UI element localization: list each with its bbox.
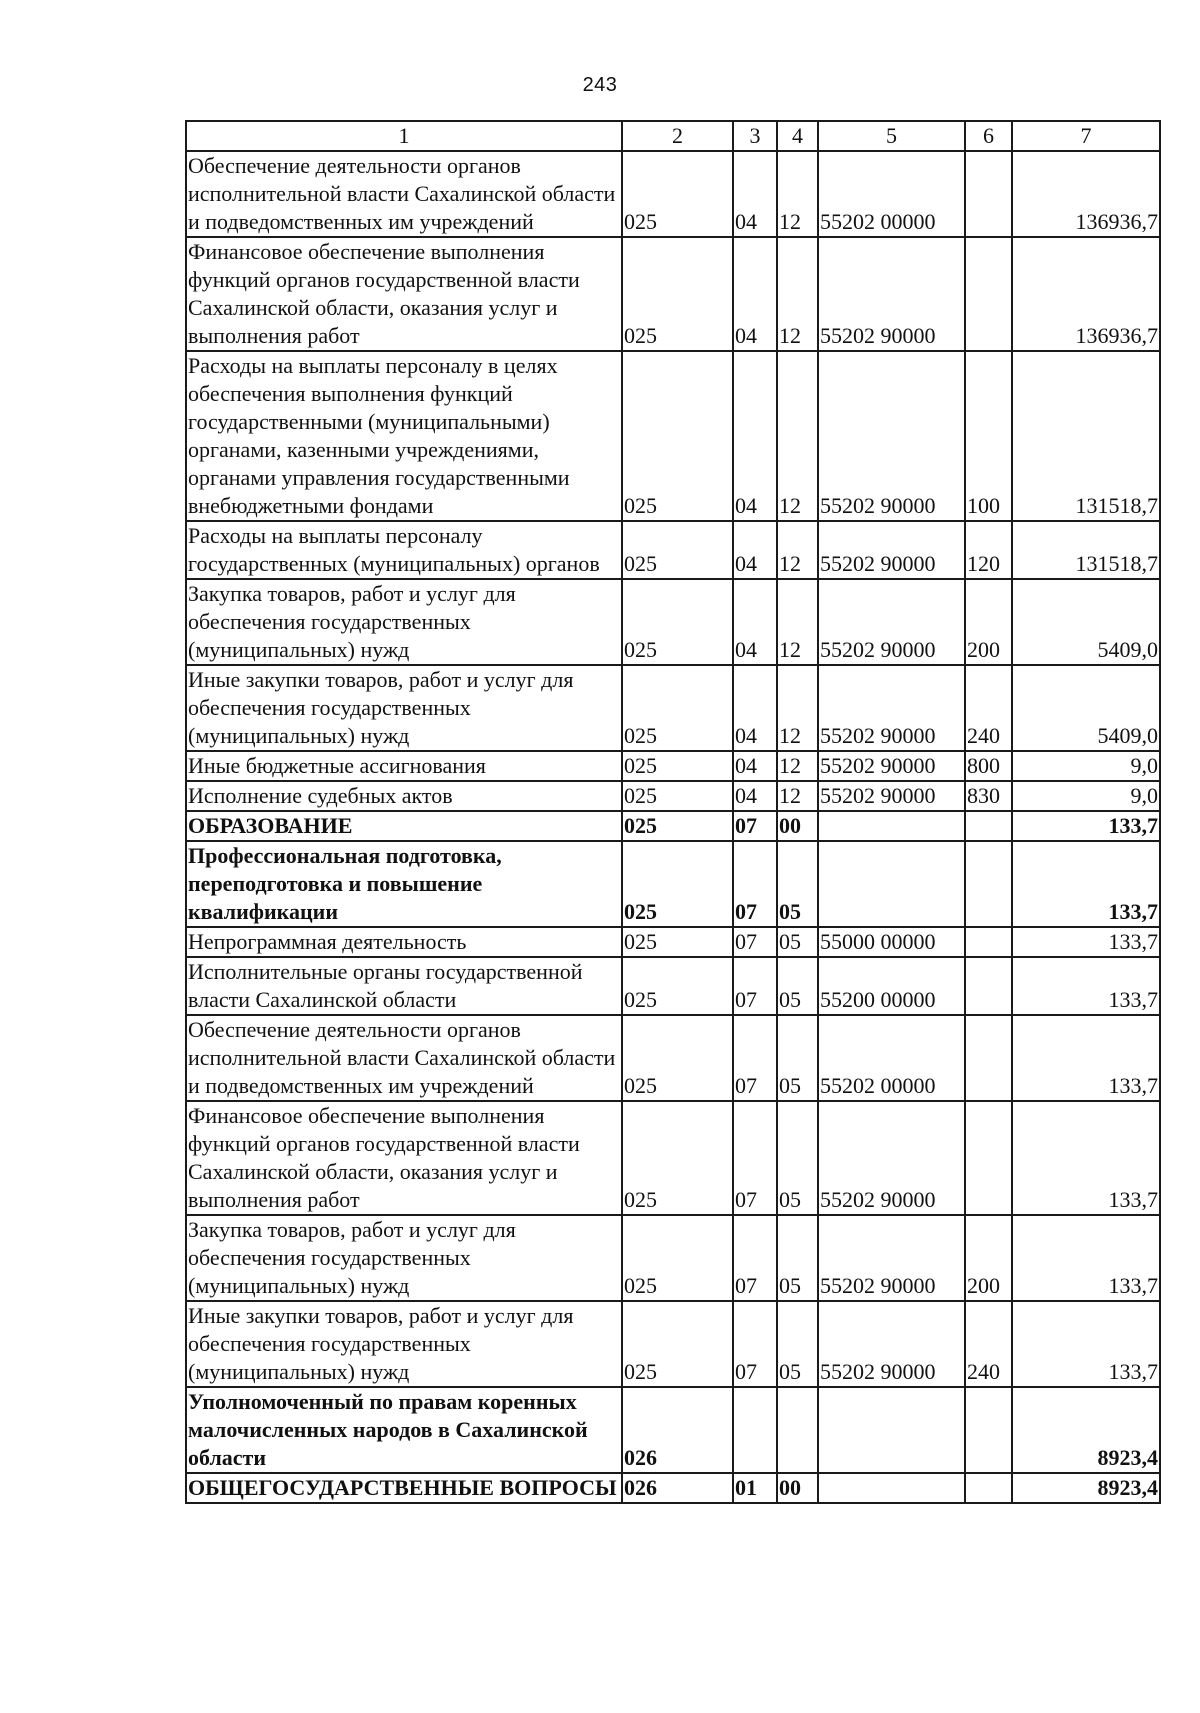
header-cell-4: 4 bbox=[777, 121, 818, 151]
row-amount: 133,7 bbox=[1012, 841, 1160, 927]
page-number: 243 bbox=[582, 74, 618, 96]
row-code-expense-type bbox=[965, 1473, 1012, 1503]
row-code-subsection bbox=[777, 1387, 818, 1473]
table-row bbox=[186, 1473, 1160, 1503]
row-code-expense-type: 120 bbox=[965, 521, 1012, 579]
row-name: Расходы на выплаты персоналу в целях обеспечения выполнения функций государственными (муниципальными) органами, казенными учреждениями, органами управления государственными внебюджетными фондами bbox=[186, 351, 622, 521]
row-amount: 9,0 bbox=[1012, 751, 1160, 781]
header-cell-2: 2 bbox=[622, 121, 733, 151]
row-name: Финансовое обеспечение выполнения функций органов государственной власти Сахалинской области, оказания услуг и выполнения работ bbox=[186, 237, 622, 351]
row-code-admin: 025 bbox=[622, 1301, 733, 1387]
row-code-target: 55202 90000 bbox=[818, 1215, 965, 1301]
row-code-section: 01 bbox=[733, 1473, 777, 1503]
row-code-expense-type bbox=[965, 1015, 1012, 1101]
row-name: ОБЩЕГОСУДАРСТВЕННЫЕ ВОПРОСЫ bbox=[186, 1473, 622, 1503]
row-code-subsection: 00 bbox=[777, 1473, 818, 1503]
row-code-subsection: 12 bbox=[777, 751, 818, 781]
row-code-target bbox=[818, 841, 965, 927]
row-code-subsection: 05 bbox=[777, 1301, 818, 1387]
row-name: Исполнение судебных актов bbox=[186, 781, 622, 811]
header-cell-3: 3 bbox=[733, 121, 777, 151]
row-code-expense-type bbox=[965, 957, 1012, 1015]
row-code-target: 55202 90000 bbox=[818, 1101, 965, 1215]
table-row bbox=[186, 1215, 1160, 1301]
table-row bbox=[186, 927, 1160, 957]
row-amount: 9,0 bbox=[1012, 781, 1160, 811]
row-code-target: 55202 90000 bbox=[818, 237, 965, 351]
row-name: Обеспечение деятельности органов исполнительной власти Сахалинской области и подведомственных им учреждений bbox=[186, 1015, 622, 1101]
row-code-admin: 026 bbox=[622, 1387, 733, 1473]
row-code-section: 04 bbox=[733, 751, 777, 781]
header-cell-1: 1 bbox=[186, 121, 622, 151]
row-code-admin: 025 bbox=[622, 521, 733, 579]
table-row bbox=[186, 1387, 1160, 1473]
row-code-expense-type bbox=[965, 927, 1012, 957]
header-row bbox=[186, 121, 1160, 151]
row-code-admin: 025 bbox=[622, 237, 733, 351]
row-amount: 133,7 bbox=[1012, 927, 1160, 957]
row-code-target bbox=[818, 1473, 965, 1503]
row-code-section: 04 bbox=[733, 781, 777, 811]
row-amount: 136936,7 bbox=[1012, 237, 1160, 351]
row-code-target: 55202 90000 bbox=[818, 579, 965, 665]
row-code-admin: 025 bbox=[622, 1015, 733, 1101]
row-amount: 136936,7 bbox=[1012, 151, 1160, 237]
row-code-section: 07 bbox=[733, 1015, 777, 1101]
row-code-expense-type: 240 bbox=[965, 1301, 1012, 1387]
table-row bbox=[186, 811, 1160, 841]
row-code-section: 04 bbox=[733, 237, 777, 351]
table-row bbox=[186, 781, 1160, 811]
table-body bbox=[186, 151, 1160, 1503]
row-amount: 133,7 bbox=[1012, 811, 1160, 841]
row-amount: 133,7 bbox=[1012, 957, 1160, 1015]
row-code-subsection: 05 bbox=[777, 957, 818, 1015]
table-row bbox=[186, 751, 1160, 781]
row-code-subsection: 05 bbox=[777, 927, 818, 957]
row-name: Закупка товаров, работ и услуг для обеспечения государственных (муниципальных) нужд bbox=[186, 579, 622, 665]
row-code-target bbox=[818, 811, 965, 841]
row-name: Иные закупки товаров, работ и услуг для обеспечения государственных (муниципальных) нужд bbox=[186, 665, 622, 751]
row-code-admin: 025 bbox=[622, 751, 733, 781]
row-code-section: 07 bbox=[733, 957, 777, 1015]
row-code-subsection: 05 bbox=[777, 1101, 818, 1215]
row-code-admin: 025 bbox=[622, 1215, 733, 1301]
row-code-admin: 026 bbox=[622, 1473, 733, 1503]
row-code-admin: 025 bbox=[622, 665, 733, 751]
row-name: ОБРАЗОВАНИЕ bbox=[186, 811, 622, 841]
row-code-target: 55202 90000 bbox=[818, 1301, 965, 1387]
row-code-expense-type: 100 bbox=[965, 351, 1012, 521]
row-code-subsection: 00 bbox=[777, 811, 818, 841]
row-code-target: 55202 90000 bbox=[818, 351, 965, 521]
table-row bbox=[186, 521, 1160, 579]
row-code-target: 55202 90000 bbox=[818, 781, 965, 811]
row-code-section: 07 bbox=[733, 811, 777, 841]
row-code-target: 55202 90000 bbox=[818, 665, 965, 751]
row-code-subsection: 12 bbox=[777, 579, 818, 665]
row-name: Закупка товаров, работ и услуг для обеспечения государственных (муниципальных) нужд bbox=[186, 1215, 622, 1301]
row-amount: 133,7 bbox=[1012, 1301, 1160, 1387]
row-code-expense-type: 200 bbox=[965, 579, 1012, 665]
row-code-subsection: 05 bbox=[777, 1215, 818, 1301]
row-code-admin: 025 bbox=[622, 351, 733, 521]
row-code-section: 04 bbox=[733, 665, 777, 751]
row-code-admin: 025 bbox=[622, 781, 733, 811]
row-code-subsection: 05 bbox=[777, 841, 818, 927]
row-code-section: 04 bbox=[733, 579, 777, 665]
header-cell-7: 7 bbox=[1012, 121, 1160, 151]
row-code-target bbox=[818, 1387, 965, 1473]
row-code-target: 55202 00000 bbox=[818, 151, 965, 237]
row-code-subsection: 12 bbox=[777, 151, 818, 237]
row-amount: 5409,0 bbox=[1012, 579, 1160, 665]
row-code-subsection: 05 bbox=[777, 1015, 818, 1101]
row-code-expense-type: 200 bbox=[965, 1215, 1012, 1301]
row-code-section: 07 bbox=[733, 1215, 777, 1301]
row-code-subsection: 12 bbox=[777, 237, 818, 351]
row-code-section: 07 bbox=[733, 1101, 777, 1215]
row-code-section: 07 bbox=[733, 841, 777, 927]
row-name: Непрограммная деятельность bbox=[186, 927, 622, 957]
row-code-target: 55202 90000 bbox=[818, 521, 965, 579]
row-code-section: 04 bbox=[733, 521, 777, 579]
row-code-subsection: 12 bbox=[777, 665, 818, 751]
row-amount: 8923,4 bbox=[1012, 1387, 1160, 1473]
row-amount: 133,7 bbox=[1012, 1101, 1160, 1215]
row-name: Иные бюджетные ассигнования bbox=[186, 751, 622, 781]
row-code-admin: 025 bbox=[622, 1101, 733, 1215]
table-row bbox=[186, 151, 1160, 237]
row-code-target: 55202 00000 bbox=[818, 1015, 965, 1101]
row-code-target: 55000 00000 bbox=[818, 927, 965, 957]
row-code-expense-type: 830 bbox=[965, 781, 1012, 811]
row-code-expense-type bbox=[965, 1101, 1012, 1215]
table-row bbox=[186, 237, 1160, 351]
row-code-expense-type bbox=[965, 811, 1012, 841]
row-name: Исполнительные органы государственной власти Сахалинской области bbox=[186, 957, 622, 1015]
row-code-expense-type bbox=[965, 151, 1012, 237]
row-code-admin: 025 bbox=[622, 151, 733, 237]
row-code-section: 07 bbox=[733, 927, 777, 957]
table-row bbox=[186, 579, 1160, 665]
row-code-expense-type: 800 bbox=[965, 751, 1012, 781]
row-amount: 8923,4 bbox=[1012, 1473, 1160, 1503]
table-row bbox=[186, 1015, 1160, 1101]
row-code-admin: 025 bbox=[622, 957, 733, 1015]
table-row bbox=[186, 351, 1160, 521]
row-code-admin: 025 bbox=[622, 811, 733, 841]
header-cell-6: 6 bbox=[965, 121, 1012, 151]
row-code-admin: 025 bbox=[622, 579, 733, 665]
row-name: Обеспечение деятельности органов исполнительной власти Сахалинской области и подведомственных им учреждений bbox=[186, 151, 622, 237]
row-code-target: 55200 00000 bbox=[818, 957, 965, 1015]
row-name: Иные закупки товаров, работ и услуг для обеспечения государственных (муниципальных) нужд bbox=[186, 1301, 622, 1387]
row-code-subsection: 12 bbox=[777, 781, 818, 811]
row-amount: 133,7 bbox=[1012, 1215, 1160, 1301]
row-code-subsection: 12 bbox=[777, 521, 818, 579]
row-code-expense-type bbox=[965, 237, 1012, 351]
row-code-section bbox=[733, 1387, 777, 1473]
row-name: Профессиональная подготовка, переподготовка и повышение квалификации bbox=[186, 841, 622, 927]
row-code-expense-type bbox=[965, 841, 1012, 927]
table-row bbox=[186, 1101, 1160, 1215]
row-code-admin: 025 bbox=[622, 927, 733, 957]
row-code-expense-type bbox=[965, 1387, 1012, 1473]
row-code-section: 04 bbox=[733, 351, 777, 521]
row-amount: 131518,7 bbox=[1012, 351, 1160, 521]
budget-table bbox=[185, 120, 1161, 1504]
row-amount: 133,7 bbox=[1012, 1015, 1160, 1101]
row-amount: 131518,7 bbox=[1012, 521, 1160, 579]
table-row bbox=[186, 841, 1160, 927]
row-code-section: 04 bbox=[733, 151, 777, 237]
row-name: Финансовое обеспечение выполнения функций органов государственной власти Сахалинской области, оказания услуг и выполнения работ bbox=[186, 1101, 622, 1215]
row-code-admin: 025 bbox=[622, 841, 733, 927]
row-amount: 5409,0 bbox=[1012, 665, 1160, 751]
row-code-target: 55202 90000 bbox=[818, 751, 965, 781]
table-row bbox=[186, 957, 1160, 1015]
table-row bbox=[186, 1301, 1160, 1387]
row-name: Расходы на выплаты персоналу государственных (муниципальных) органов bbox=[186, 521, 622, 579]
row-code-section: 07 bbox=[733, 1301, 777, 1387]
row-name: Уполномоченный по правам коренных малочисленных народов в Сахалинской области bbox=[186, 1387, 622, 1473]
row-code-subsection: 12 bbox=[777, 351, 818, 521]
table-row bbox=[186, 665, 1160, 751]
row-code-expense-type: 240 bbox=[965, 665, 1012, 751]
header-cell-5: 5 bbox=[818, 121, 965, 151]
